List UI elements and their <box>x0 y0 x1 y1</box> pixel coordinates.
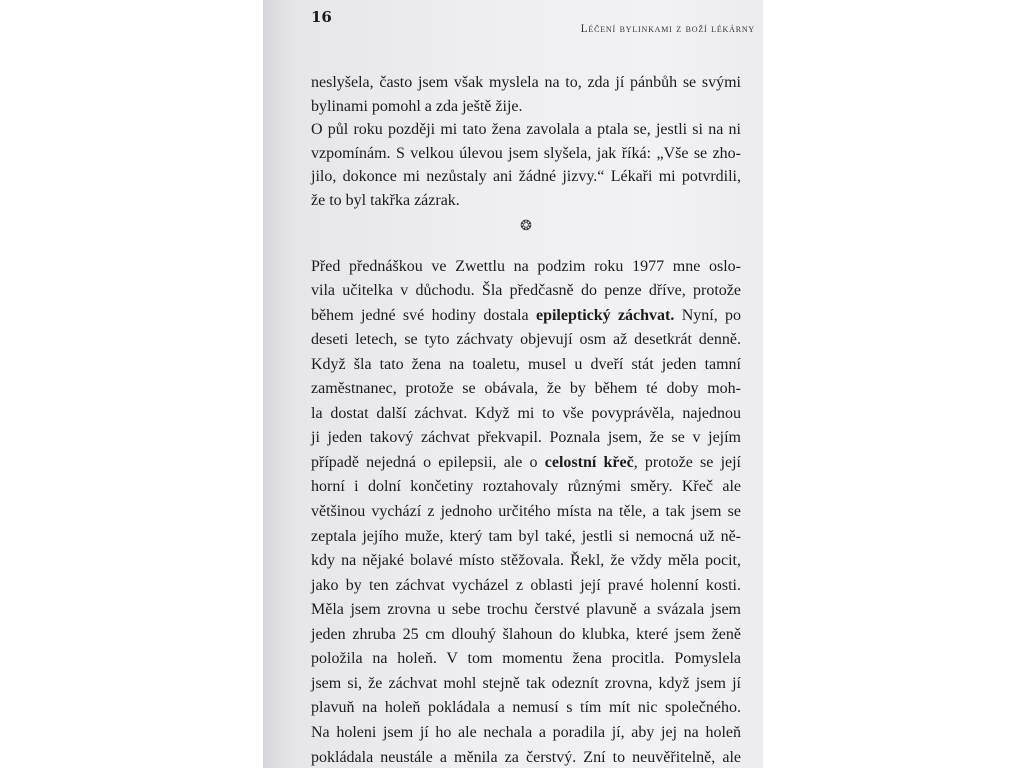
text-line <box>311 304 741 329</box>
running-head: Léčení bylinkami z boží lékárny <box>580 23 755 35</box>
text-segment: během jedné své hodiny dostala <box>311 306 536 324</box>
text-line: bylinami pomohl a zda ještě žije. <box>311 97 523 115</box>
text-line: la dostat další záchvat. Když mi to vše povyprávěla, najednou <box>311 404 741 422</box>
page-number: 16 <box>311 8 332 26</box>
text-line: jako by ten záchvat vycházel z oblasti její pravé holenní kosti. <box>311 576 741 594</box>
text-line: většinou vychází z jednoho určitého místa na těle, a tak jsem se <box>311 503 741 521</box>
text-line: neslyšela, často jsem však myslela na to, zda jí pánbůh se svými <box>311 74 741 91</box>
body-text <box>311 71 741 768</box>
text-line: Měla jsem zrovna u sebe trochu čerstvé plavuně a svázala jsem <box>311 601 741 619</box>
text-line: Když šla tato žena na toaletu, musel u dveří stát jeden tamní <box>311 355 741 373</box>
text-line: horní i dolní končetiny roztahovaly různými směry. Křeč ale <box>311 478 741 496</box>
text-line: ji jeden takový záchvat překvapil. Poznala jsem, že se v jejím <box>311 429 741 447</box>
emphasis-whole-body-cramp: celostní křeč <box>544 453 634 471</box>
text-line: jsem si, že záchvat mohl stejně tak odeznít zrovna, když jsem jí <box>311 674 741 692</box>
emphasis-epileptic-seizure: epileptický záchvat. <box>535 306 675 324</box>
text-line: Na holeni jsem jí ho ale nechala a poradila jí, aby jej na holeň <box>311 723 741 741</box>
paragraph-1 <box>311 71 741 118</box>
text-line: deseti letech, se tyto záchvaty objevují osm až desetkrát denně. <box>311 331 741 349</box>
paragraph-2 <box>311 118 741 212</box>
text-segment: , protože se její <box>633 453 742 471</box>
text-line: zaměstnanec, protože se obávala, že by během té doby moh- <box>311 380 741 398</box>
text-line: jilo, dokonce mi nezůstaly ani žádné jizvy.“ Lékaři mi potvrdili, <box>311 168 741 186</box>
text-line: vzpomínám. S velkou úlevou jsem slyšela, jak říká: „Vše se zho- <box>311 144 741 162</box>
text-line: vila učitelka v důchodu. Šla předčasně do penze dříve, protože <box>311 282 741 300</box>
section-gap <box>311 239 741 255</box>
paragraph-3 <box>311 255 741 768</box>
book-page <box>263 0 763 768</box>
text-line: pokládala neustále a měnila za čerstvý. Zní to neuvěřitelně, ale <box>311 748 741 766</box>
section-ornament-icon: ❂ <box>520 217 532 234</box>
text-line: jeden zhruba 25 cm dlouhý šlahoun do klubka, které jsem ženě <box>311 625 741 643</box>
text-line: že to byl takřka zázrak. <box>311 191 460 209</box>
text-line: položila na holeň. V tom momentu žena procitla. Pomyslela <box>311 650 741 668</box>
text-line: kdy na nějaké bolavé místo stěžovala. Řekl, že vždy měla pocit, <box>311 552 741 570</box>
text-line: plavuň na holeň pokládala a nemusí s tím mít nic společného. <box>311 699 741 717</box>
text-line: O půl roku později mi tato žena zavolala a ptala se, jestli si na ni <box>311 121 741 139</box>
text-segment: případě nejedná o epilepsii, ale o <box>311 453 545 471</box>
text-line: Před přednáškou ve Zwettlu na podzim roku 1977 mne oslo- <box>311 257 741 275</box>
text-segment: Nyní, po <box>674 306 742 324</box>
text-line: zeptala jejího muže, který tam byl také, jestli si nemocná už ně- <box>311 527 741 545</box>
text-line <box>311 451 741 476</box>
